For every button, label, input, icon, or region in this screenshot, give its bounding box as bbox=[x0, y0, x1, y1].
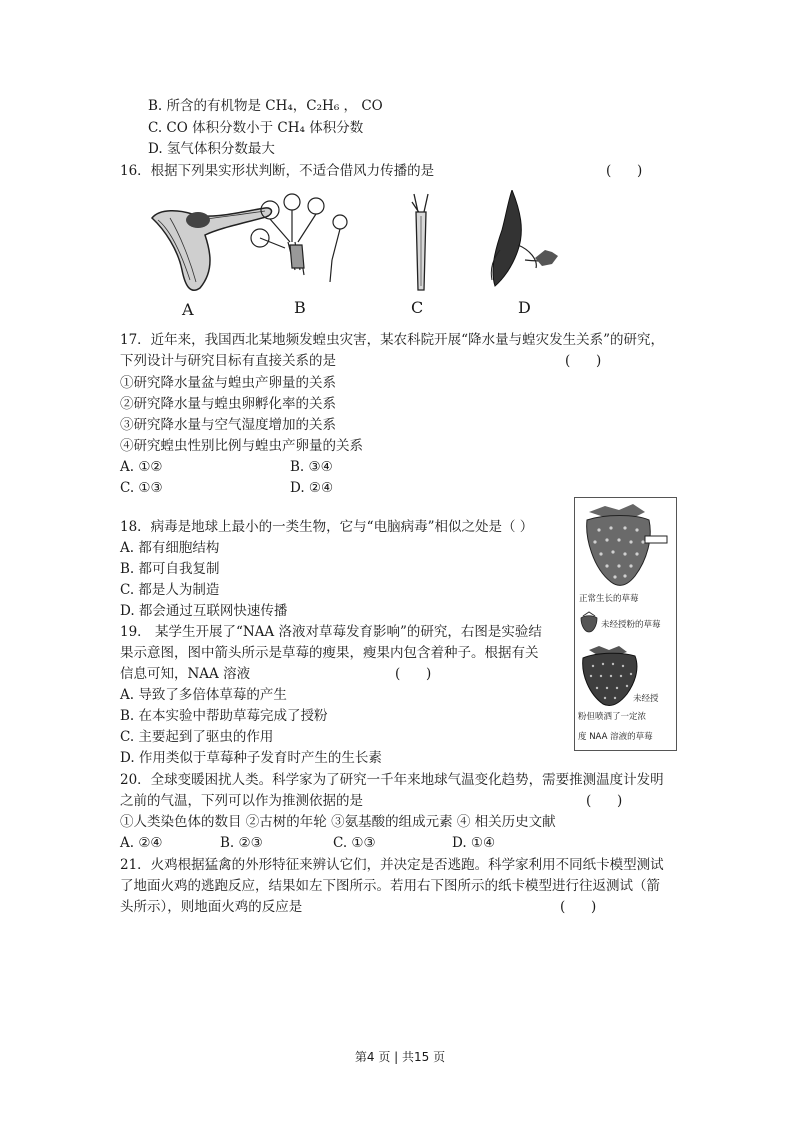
q20-items: ①人类染色体的数目 ②古树的年轮 ③氨基酸的组成元素 ④ 相关历史文献 bbox=[120, 814, 556, 830]
q19-stem-line3: 信息可知，NAA 溶液 bbox=[120, 666, 251, 682]
q17-option-a: A. ①② bbox=[120, 459, 163, 475]
unpollinated-strawberry-icon bbox=[581, 612, 597, 632]
fruit-a-label: A bbox=[182, 300, 194, 319]
fruit-b-label: B bbox=[294, 298, 306, 317]
q19-option-b: B. 在本实验中帮助草莓完成了授粉 bbox=[120, 708, 328, 724]
q17-option-b: B. ③④ bbox=[290, 459, 333, 475]
q21-stem-line3: 头所示），则地面火鸡的反应是 bbox=[120, 899, 303, 915]
q19-stem-line2: 果示意图，图中箭头所示是草莓的瘦果，瘦果内包含着种子。根据有关 bbox=[120, 645, 539, 661]
normal-strawberry-icon bbox=[587, 504, 667, 585]
q19-option-c: C. 主要起到了驱虫的作用 bbox=[120, 729, 274, 745]
q17-stem-line2: 下列设计与研究目标有直接关系的是 bbox=[120, 353, 336, 369]
q20-option-d: D. ①④ bbox=[452, 835, 496, 851]
q20-answer-blank: ( ) bbox=[586, 793, 623, 809]
q17-item-2: ②研究降水量与蝗虫卵孵化率的关系 bbox=[120, 396, 336, 412]
q15-option-d: D. 氢气体积分数最大 bbox=[148, 141, 275, 157]
q17-option-d: D. ②④ bbox=[290, 480, 334, 496]
q15-option-b: B. 所含的有机物是 CH₄，C₂H₆ ， CO bbox=[148, 98, 383, 114]
page-footer: 第4 页 | 共15 页 bbox=[354, 1050, 446, 1064]
q21-stem-line1: 21．火鸡根据猛禽的外形特征来辨认它们，并决定是否逃跑。科学家利用不同纸卡模型测试 bbox=[120, 857, 664, 873]
q21-answer-blank: ( ) bbox=[560, 899, 597, 915]
fruit-a-samara-icon bbox=[152, 208, 272, 290]
q18-option-d: D. 都会通过互联网快速传播 bbox=[120, 603, 288, 619]
q16-answer-blank: ( ) bbox=[606, 163, 643, 179]
q18-option-b: B. 都可自我复制 bbox=[120, 561, 220, 577]
q17-stem-line1: 17．近年来，我国西北某地频发蝗虫灾害，某农科院开展“降水量与蝗灾发生关系”的研究， bbox=[120, 332, 664, 348]
q19-option-a: A. 导致了多倍体草莓的产生 bbox=[120, 687, 287, 703]
q20-option-a: A. ②④ bbox=[120, 835, 163, 851]
q15-option-c: C. CO 体积分数小于 CH₄ 体积分数 bbox=[148, 120, 364, 136]
fruit-b-dandelion-icon bbox=[251, 194, 347, 282]
q17-answer-blank: ( ) bbox=[565, 353, 602, 369]
fruit-figure bbox=[140, 190, 580, 320]
q20-option-b: B. ②③ bbox=[220, 835, 263, 851]
q20-option-c: C. ①③ bbox=[333, 835, 376, 851]
caption-normal-strawberry: 正常生长的草莓 bbox=[579, 594, 639, 604]
caption-naa-line2: 粉但喷洒了一定浓 bbox=[578, 712, 647, 722]
q18-option-a: A. 都有细胞结构 bbox=[120, 540, 220, 556]
q20-stem-line1: 20．全球变暖困扰人类。科学家为了研究一千年来地球气温变化趋势，需要推测温度计发明 bbox=[120, 772, 664, 788]
naa-strawberry-icon bbox=[583, 646, 637, 706]
q16-stem: 16．根据下列果实形状判断，不适合借风力传播的是 bbox=[120, 163, 435, 179]
fruit-d-plumed-icon bbox=[491, 190, 558, 286]
q21-stem-line2: 了地面火鸡的逃跑反应，结果如左下图所示。若用右下图所示的纸卡模型进行往返测试（箭 bbox=[120, 878, 660, 894]
q17-item-4: ④研究蝗虫性别比例与蝗虫产卵量的关系 bbox=[120, 438, 363, 454]
q19-stem-line1: 19． 某学生开展了“NAA 洛液对草莓发育影响”的研究，右图是实验结 bbox=[120, 624, 542, 640]
q18-option-c: C. 都是人为制造 bbox=[120, 582, 220, 598]
q18-stem: 18．病毒是地球上最小的一类生物，它与“电脑病毒”相似之处是（ ） bbox=[120, 519, 534, 535]
caption-naa-line1: 未经授 bbox=[633, 694, 659, 704]
caption-unpollinated-strawberry: 未经授粉的草莓 bbox=[601, 620, 661, 630]
caption-naa-line3: 度 NAA 溶液的草莓 bbox=[578, 732, 653, 742]
fruit-d-label: D bbox=[518, 298, 531, 317]
q17-item-1: ①研究降水量盆与蝗虫产卵量的关系 bbox=[120, 375, 336, 391]
q17-item-3: ③研究降水量与空气湿度增加的关系 bbox=[120, 417, 336, 433]
q20-stem-line2: 之前的气温，下列可以作为推测依据的是 bbox=[120, 793, 363, 809]
q19-answer-blank: ( ) bbox=[395, 666, 432, 682]
q19-option-d: D. 作用类似于草莓种子发育时产生的生长素 bbox=[120, 750, 382, 766]
strawberry-figure bbox=[574, 497, 677, 751]
fruit-c-elongated-icon bbox=[412, 194, 428, 290]
fruit-c-label: C bbox=[411, 298, 424, 317]
q17-option-c: C. ①③ bbox=[120, 480, 163, 496]
